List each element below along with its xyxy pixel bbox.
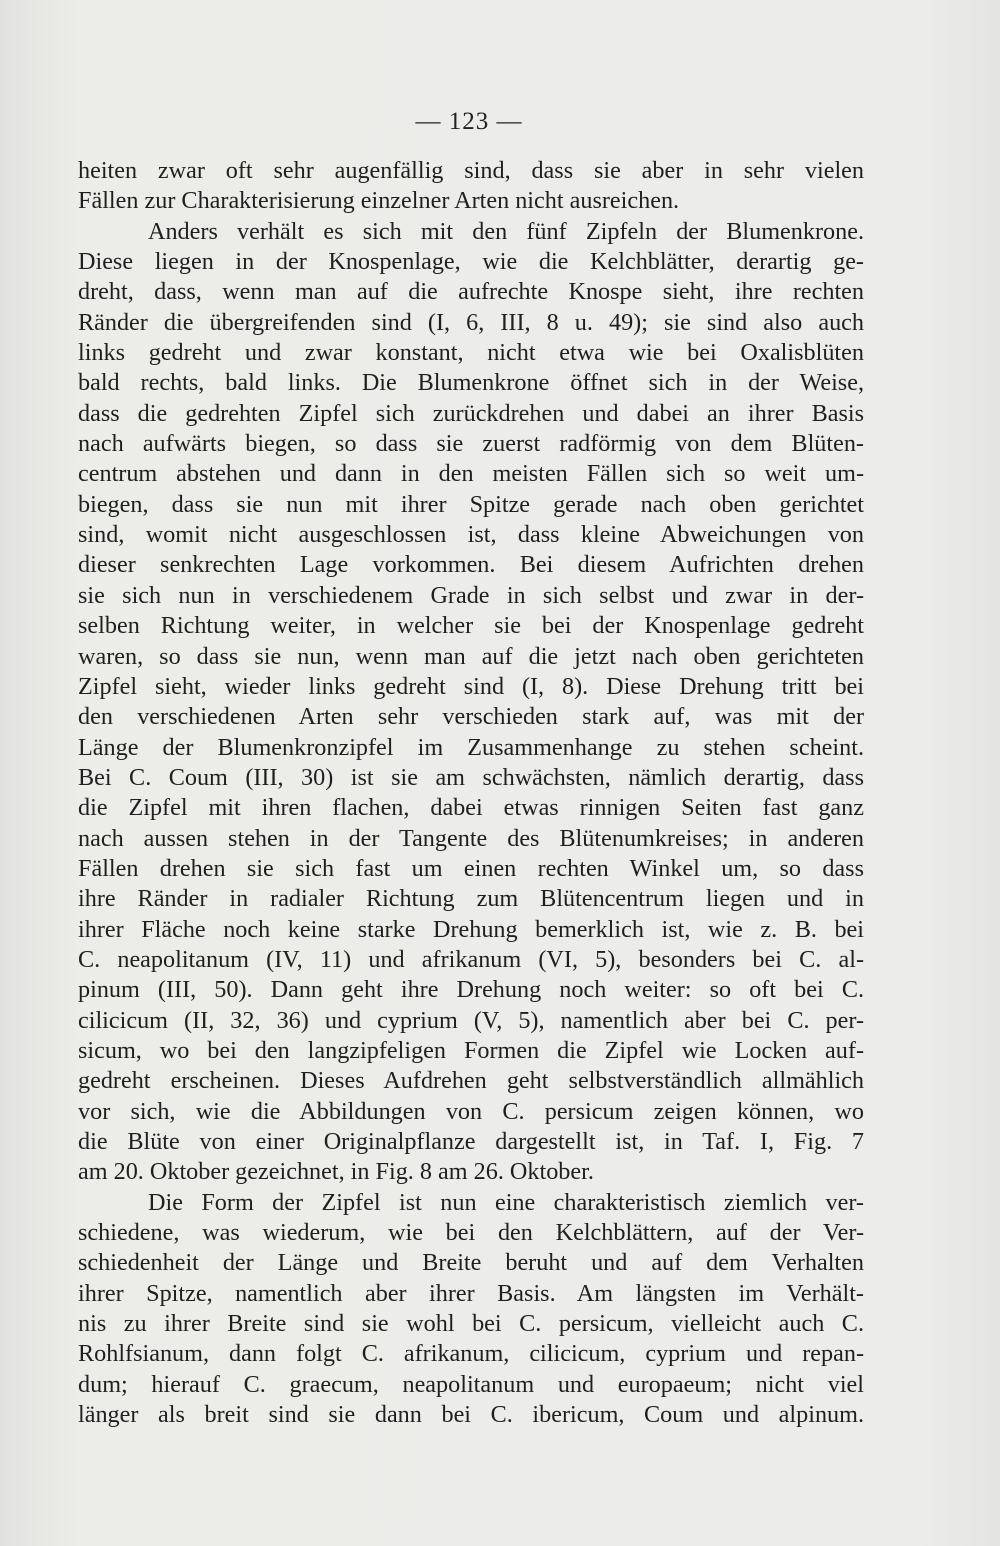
text-line: vor sich, wie die Abbildungen von C. persicum zeigen können, wo [78,1097,864,1125]
text-line: gedreht erscheinen. Dieses Aufdrehen geht selbstverständlich allmählich [78,1067,864,1095]
text-line: sie sich nun in verschiedenem Grade in sich selbst und zwar in der- [78,581,864,609]
text-line: am 20. Oktober gezeichnet, in Fig. 8 am 26. Oktober. [78,1158,594,1186]
text-line: Anders verhält es sich mit den fünf Zipfeln der Blumenkrone. [148,217,864,245]
text-line: die Zipfel mit ihren flachen, dabei etwas rinnigen Seiten fast ganz [78,794,864,822]
text-line: die Blüte von einer Originalpflanze dargestellt ist, in Taf. I, Fig. 7 [78,1128,864,1155]
text-line: Die Form der Zipfel ist nun eine charakteristisch ziemlich ver- [148,1188,864,1216]
text-line: sind, womit nicht ausgeschlossen ist, dass kleine Abweichungen von [78,521,864,549]
text-line: ihrer Fläche noch keine starke Drehung bemerklich ist, wie z. B. bei [78,915,864,943]
text-line: ihre Ränder in radialer Richtung zum Blütencentrum liegen und in [78,885,864,913]
text-line: schiedene, was wiederum, wie bei den Kelchblättern, auf der Ver- [78,1219,864,1247]
text-line: Ränder die übergreifenden sind (I, 6, III, 8 u. 49); sie sind also auch [78,308,864,336]
text-line: Fällen zur Charakterisierung einzelner Arten nicht ausreichen. [78,187,680,215]
text-line: heiten zwar oft sehr augenfällig sind, dass sie aber in sehr vielen [78,157,864,184]
text-line: länger als breit sind sie dann bei C. ibericum, Coum und alpinum. [78,1401,864,1429]
text-line: links gedreht und zwar konstant, nicht etwa wie bei Oxalisblüten [78,339,864,367]
text-line: dreht, dass, wenn man auf die aufrechte Knospe sieht, ihre rechten [78,278,864,306]
text-line: dass die gedrehten Zipfel sich zurückdrehen und dabei an ihrer Basis [78,399,864,427]
text-line: Länge der Blumenkronzipfel im Zusammenhange zu stehen scheint. [78,733,864,761]
text-line: schiedenheit der Länge und Breite beruht und auf dem Verhalten [78,1249,864,1277]
body-text [78,156,864,1430]
text-line: Diese liegen in der Knospenlage, wie die Kelchblätter, derartig ge- [78,248,864,276]
text-line: biegen, dass sie nun mit ihrer Spitze gerade nach oben gerichtet [78,490,864,518]
text-line: dieser senkrechten Lage vorkommen. Bei diesem Aufrichten drehen [78,551,864,579]
text-line: Fällen drehen sie sich fast um einen rechten Winkel um, so dass [78,854,864,882]
text-line: waren, so dass sie nun, wenn man auf die jetzt nach oben gerichteten [78,642,864,670]
text-line: sicum, wo bei den langzipfeligen Formen die Zipfel wie Locken auf- [78,1036,864,1064]
text-line: Zipfel sieht, wieder links gedreht sind (I, 8). Diese Drehung tritt bei [78,672,864,700]
text-line: cilicicum (II, 32, 36) und cyprium (V, 5), namentlich aber bei C. per- [78,1006,864,1034]
text-line: bald rechts, bald links. Die Blumenkrone öffnet sich in der Weise, [78,369,864,397]
text-line: ihrer Spitze, namentlich aber ihrer Basis. Am längsten im Verhält- [78,1279,864,1307]
text-line: Rohlfsianum, dann folgt C. afrikanum, cilicicum, cyprium und repan- [78,1340,864,1368]
page-number: — 123 — [415,108,523,135]
text-line: nach aufwärts biegen, so dass sie zuerst radförmig von dem Blüten- [78,430,864,458]
text-line: dum; hierauf C. graecum, neapolitanum und europaeum; nicht viel [78,1370,864,1398]
text-line: C. neapolitanum (IV, 11) und afrikanum (VI, 5), besonders bei C. al- [78,945,864,973]
text-line: Bei C. Coum (III, 30) ist sie am schwächsten, nämlich derartig, dass [78,763,864,791]
text-line: nis zu ihrer Breite sind sie wohl bei C. persicum, vielleicht auch C. [78,1310,864,1338]
text-line: selben Richtung weiter, in welcher sie bei der Knospenlage gedreht [78,612,864,640]
text-line: nach aussen stehen in der Tangente des Blütenumkreises; in anderen [78,824,864,852]
text-line: pinum (III, 50). Dann geht ihre Drehung noch weiter: so oft bei C. [78,976,864,1004]
text-line: den verschiedenen Arten sehr verschieden stark auf, was mit der [78,703,864,731]
text-line: centrum abstehen und dann in den meisten Fällen sich so weit um- [78,460,864,488]
